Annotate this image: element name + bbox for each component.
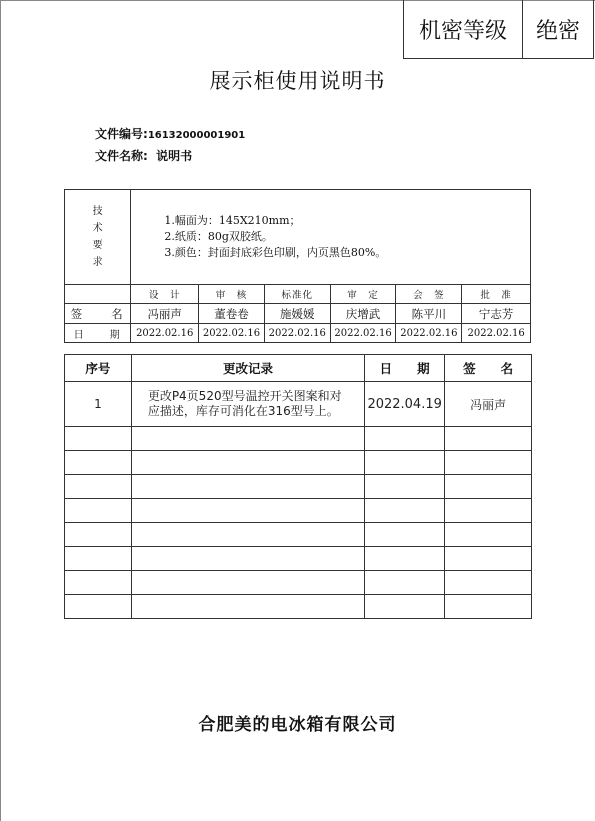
table-row [65,382,532,427]
signer-name: 董卷卷 [199,304,265,324]
empty-cell [65,547,132,571]
file-name-value: 说明书 [156,149,193,163]
sign-date: 2022.02.16 [131,324,199,343]
header-seq: 序号 [65,355,132,382]
requirement-line: 1.幅面为：145X210mm； [164,214,301,227]
tech-side-char: 要 [92,240,103,251]
empty-cell [365,475,445,499]
empty-cell [131,475,364,499]
empty-row [65,571,532,595]
company-name: 合肥美的电冰箱有限公司 [198,715,397,735]
signer-name: 施媛媛 [264,304,330,324]
empty-cell [131,499,364,523]
tech-side-char: 技 [92,206,103,217]
change-record-table [64,354,532,619]
sign-date: 2022.02.16 [462,324,531,343]
file-name-label: 文件名称: [95,149,148,163]
empty-cell [365,427,445,451]
sign-date: 2022.02.16 [396,324,462,343]
change-seq: 1 [65,382,132,427]
header-record: 更改记录 [131,355,364,382]
empty-cell [131,595,364,619]
empty-cell [65,523,132,547]
date-row-label: 日 期 [65,324,131,343]
empty-row [65,523,532,547]
empty-cell [365,499,445,523]
empty-cell [65,451,132,475]
empty-cell [365,595,445,619]
empty-cell [131,427,364,451]
tech-side-char: 术 [92,223,103,234]
empty-cell [445,595,532,619]
classification-box [403,0,594,59]
tech-requirements-table [64,189,531,343]
empty-row [65,451,532,475]
signer-name: 陈平川 [396,304,462,324]
file-name-row [95,147,192,164]
change-date: 2022.04.19 [365,382,445,427]
empty-cell [445,523,532,547]
empty-cell [445,427,532,451]
role-header: 批 准 [462,285,531,304]
empty-cell [445,547,532,571]
tech-side-label [65,190,131,285]
requirement-line: 2.纸质：80g双胶纸。 [164,230,273,243]
empty-cell [365,571,445,595]
empty-cell [65,595,132,619]
empty-cell [445,475,532,499]
document-title: 展示柜使用说明书 [209,69,386,93]
empty-cell [65,475,132,499]
role-header: 审 定 [330,285,396,304]
file-number-label: 文件编号: [95,127,148,141]
header-date: 日 期 [365,355,445,382]
empty-cell [445,451,532,475]
tech-requirements [131,190,531,285]
signer-name: 宁志芳 [462,304,531,324]
empty-row [65,475,532,499]
empty-cell [131,451,364,475]
role-header: 会 签 [396,285,462,304]
sign-date: 2022.02.16 [199,324,265,343]
empty-cell [131,547,364,571]
empty-cell [445,499,532,523]
role-header: 标准化 [264,285,330,304]
header-sign: 签 名 [445,355,532,382]
sign-date: 2022.02.16 [330,324,396,343]
empty-cell [365,547,445,571]
role-header: 设 计 [131,285,199,304]
classification-label: 机密等级 [418,18,507,44]
sign-date: 2022.02.16 [264,324,330,343]
signer-name: 庆增武 [330,304,396,324]
change-record [131,382,364,427]
empty-row [65,595,532,619]
empty-row [65,427,532,451]
role-header-blank [65,285,131,304]
empty-row [65,547,532,571]
empty-row [65,499,532,523]
empty-cell [445,571,532,595]
sign-row-label: 签 名 [65,304,131,324]
empty-cell [65,499,132,523]
signer-name: 冯丽声 [131,304,199,324]
change-record-line: 更改P4页520型号温控开关图案和对 [147,389,342,403]
change-record-line: 应描述，库存可消化在316型号上。 [147,404,339,418]
page-border-left [0,0,1,821]
file-number-value: 16132000001901 [147,130,246,141]
empty-cell [131,571,364,595]
requirement-line: 3.颜色：封面封底彩色印刷，内页黑色80%。 [164,246,387,259]
classification-value: 绝密 [535,18,580,44]
role-header: 审 核 [199,285,265,304]
empty-cell [131,523,364,547]
change-sign: 冯丽声 [445,382,532,427]
empty-cell [65,571,132,595]
empty-cell [65,427,132,451]
file-number-row [95,125,245,142]
empty-cell [365,523,445,547]
empty-cell [365,451,445,475]
tech-side-char: 求 [92,257,103,268]
